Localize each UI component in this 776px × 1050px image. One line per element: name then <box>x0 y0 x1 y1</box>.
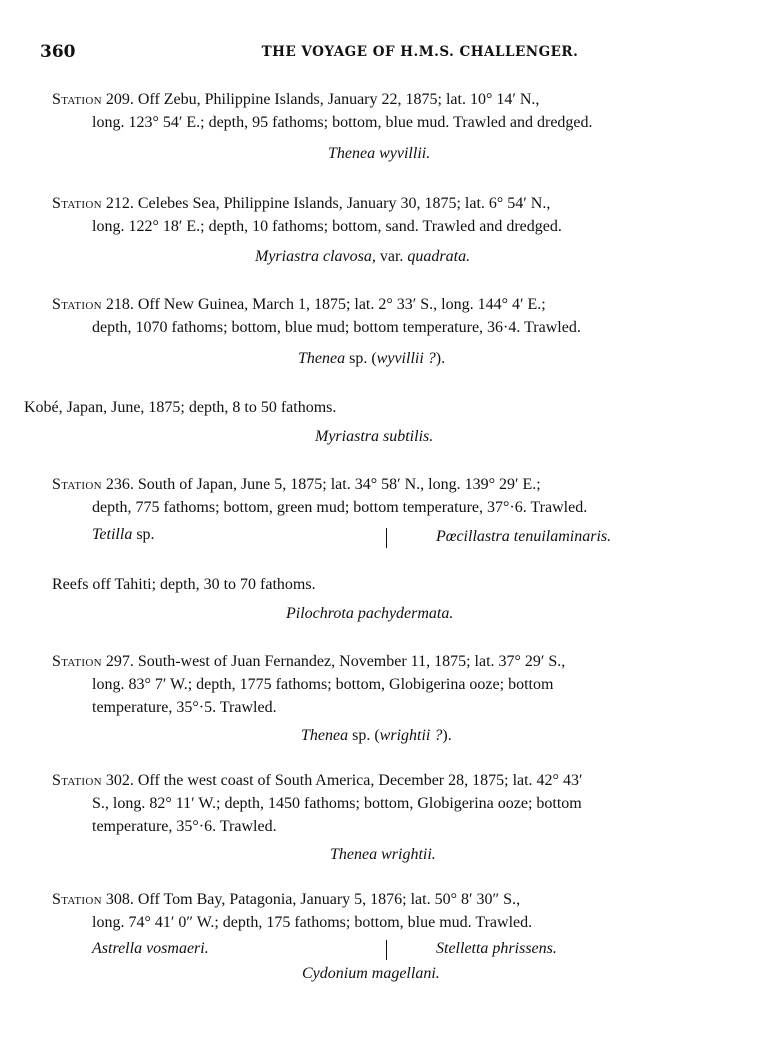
station-entry <box>52 473 732 519</box>
species-name: Myriastra clavosa, var. quadrata. <box>255 248 471 265</box>
entry-line: S., long. 82° 11′ W.; depth, 1450 fathoms; bottom, Globigerina ooze; bottom <box>92 795 582 812</box>
station-label: Station <box>52 91 102 108</box>
species-name: Pilochrota pachydermata. <box>286 605 454 622</box>
entry-line: 236. South of Japan, June 5, 1875; lat. 34° 58′ N., long. 139° 29′ E.; <box>105 476 541 493</box>
entry-line: 297. South-west of Juan Fernandez, November 11, 1875; lat. 37° 29′ S., <box>105 653 566 670</box>
entry-line: 302. Off the west coast of South America, December 28, 1875; lat. 42° 43′ <box>105 772 583 789</box>
locality-entry <box>52 573 732 596</box>
locality-entry <box>24 396 732 419</box>
entry-line: temperature, 35°·6. Trawled. <box>92 818 277 835</box>
entry-line: depth, 1070 fathoms; bottom, blue mud; bottom temperature, 36·4. Trawled. <box>92 319 581 336</box>
entry-line: Reefs off Tahiti; depth, 30 to 70 fathoms. <box>52 576 316 593</box>
species-name: Thenea wrightii. <box>330 846 436 863</box>
station-label: Station <box>52 296 102 313</box>
entry-line: long. 123° 54′ E.; depth, 95 fathoms; bottom, blue mud. Trawled and dredged. <box>92 114 593 131</box>
station-entry <box>52 293 732 339</box>
page-header <box>40 42 740 66</box>
species-name-left: Tetilla sp. <box>92 526 155 543</box>
station-entry <box>52 769 732 838</box>
station-entry <box>52 888 732 934</box>
species-name: Thenea sp. (wyvillii ?). <box>298 350 446 367</box>
page-number: 360 <box>40 42 76 62</box>
entry-line: 209. Off Zebu, Philippine Islands, January 22, 1875; lat. 10° 14′ N., <box>105 91 540 108</box>
station-entry <box>52 650 732 719</box>
station-label: Station <box>52 891 102 908</box>
entry-line: depth, 775 fathoms; bottom, green mud; bottom temperature, 37°·6. Trawled. <box>92 499 588 516</box>
entry-line: long. 83° 7′ W.; depth, 1775 fathoms; bottom, Globigerina ooze; bottom <box>92 676 554 693</box>
running-title: THE VOYAGE OF H.M.S. CHALLENGER. <box>261 44 579 60</box>
station-label: Station <box>52 476 102 493</box>
species-name-right: Pœcillastra tenuilaminaris. <box>436 528 612 545</box>
entry-line: 212. Celebes Sea, Philippine Islands, January 30, 1875; lat. 6° 54′ N., <box>105 195 551 212</box>
species-name-center: Cydonium magellani. <box>302 965 440 982</box>
column-divider <box>386 528 387 548</box>
entry-line: temperature, 35°·5. Trawled. <box>92 699 277 716</box>
species-name-right: Stelletta phrissens. <box>436 940 557 957</box>
entry-line: long. 74° 41′ 0″ W.; depth, 175 fathoms; bottom, blue mud. Trawled. <box>92 914 533 931</box>
column-divider <box>386 940 387 960</box>
entry-line: 308. Off Tom Bay, Patagonia, January 5, 1876; lat. 50° 8′ 30″ S., <box>105 891 521 908</box>
entry-line: Kobé, Japan, June, 1875; depth, 8 to 50 fathoms. <box>24 399 337 416</box>
species-name-left: Astrella vosmaeri. <box>92 940 209 957</box>
station-entry <box>52 192 732 238</box>
station-label: Station <box>52 653 102 670</box>
station-entry <box>52 88 732 134</box>
station-label: Station <box>52 195 102 212</box>
station-label: Station <box>52 772 102 789</box>
species-name: Thenea wyvillii. <box>328 145 431 162</box>
entry-line: 218. Off New Guinea, March 1, 1875; lat. 2° 33′ S., long. 144° 4′ E.; <box>105 296 546 313</box>
species-name: Thenea sp. (wrightii ?). <box>301 727 452 744</box>
species-name: Myriastra subtilis. <box>315 428 434 445</box>
entry-line: long. 122° 18′ E.; depth, 10 fathoms; bottom, sand. Trawled and dredged. <box>92 218 562 235</box>
